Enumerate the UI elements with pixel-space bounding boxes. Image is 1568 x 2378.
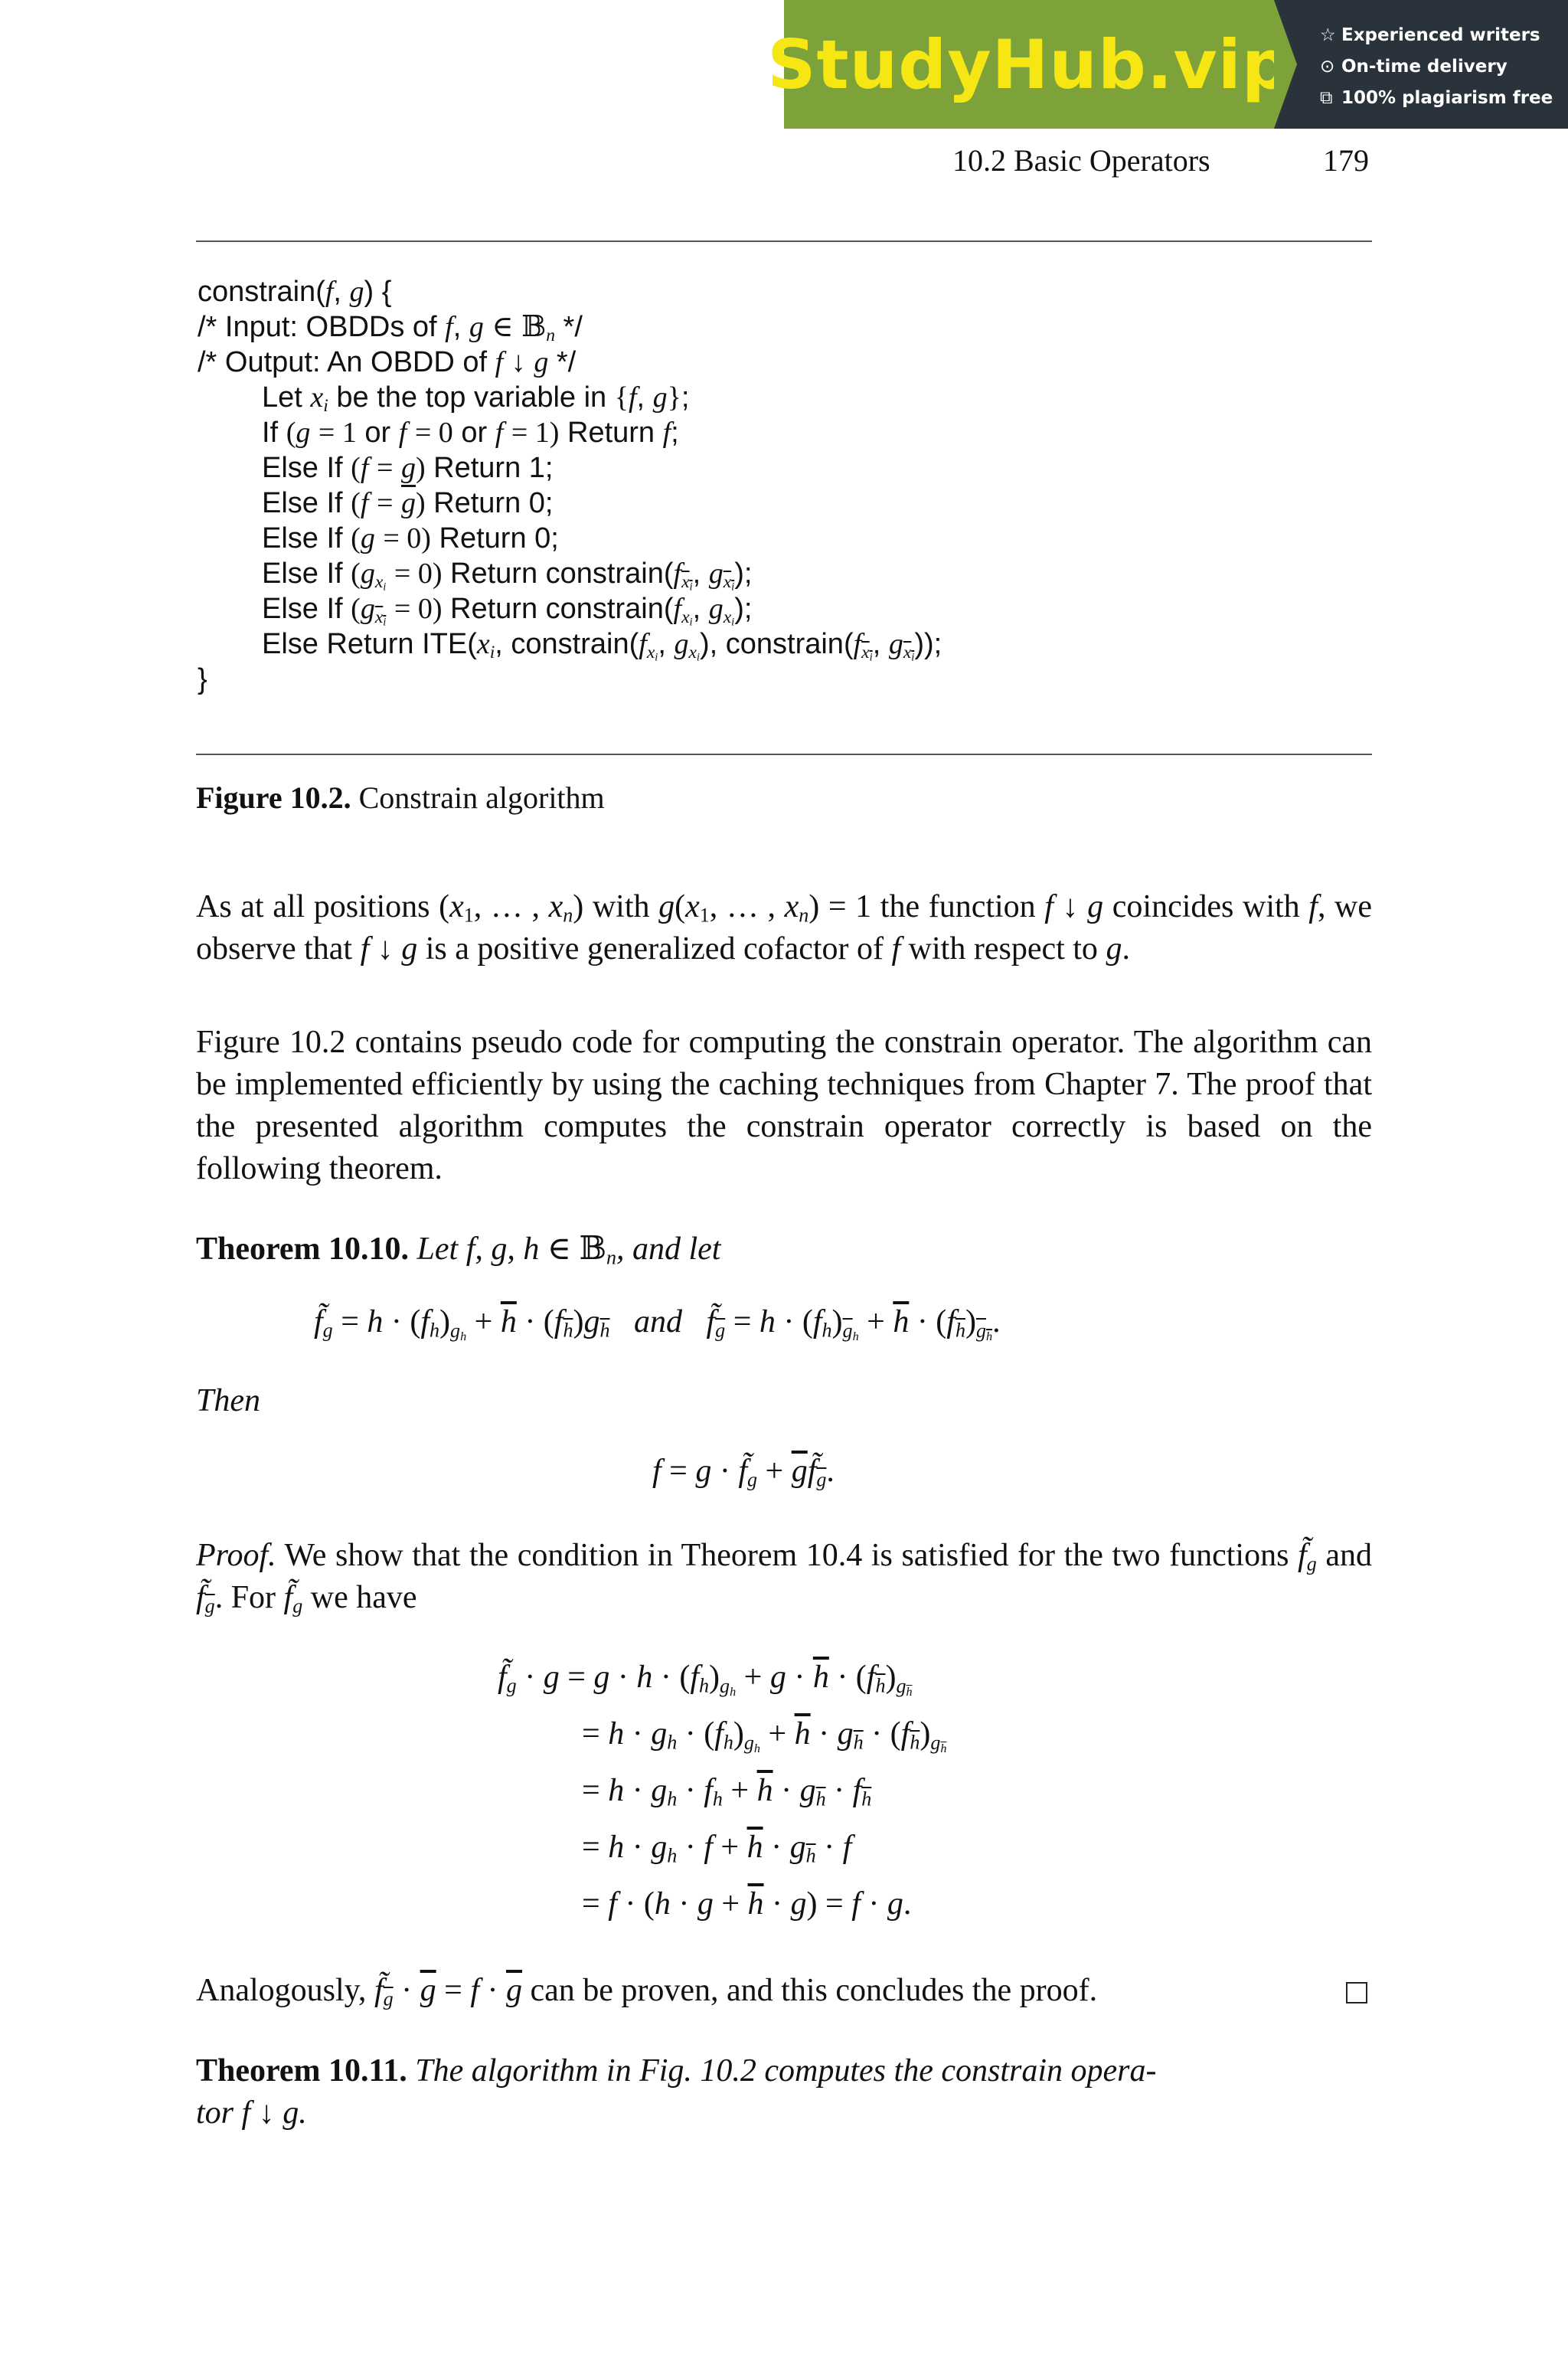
- figure-caption: [196, 780, 605, 816]
- analogously-text: Analogously, $f̃_{\overline{g}} \cdot \overline{g} = f \cdot \overline{g}$ can be proven, and this concludes the proof.: [196, 1973, 1098, 2010]
- theorem-label: Theorem 10.11.: [196, 2053, 407, 2089]
- algo-line: Else If $(g_{x_i} = 0)$ Return $constrain(f_{x_i}$, $g_{x_i}$);: [262, 593, 753, 629]
- paragraph-pseudo-code: Figure 10.2 contains pseudo code for computing the constrain operator. The algorithm can be implemented efficiently by using the caching techniques from Chapter 7. The proof that the presented algorithm computes the constrain operator correctly is based on the following theorem.: [196, 1025, 1372, 1186]
- algo-close: }: [198, 663, 207, 695]
- theorem-label: Theorem 10.10.: [196, 1232, 410, 1267]
- feature-text: On-time delivery: [1341, 57, 1508, 77]
- feature-text: Experienced writers: [1341, 25, 1540, 45]
- feature-text: 100% plagiarism free: [1341, 88, 1553, 108]
- copy-icon: ⧉: [1320, 88, 1333, 108]
- feature-item: [1320, 20, 1568, 51]
- top-rule: [196, 240, 1372, 242]
- algo-line: Else If $(g_{x_i} = 0)$ Return $constrain(f_{x_i}$, $g_{x_i}$);: [262, 558, 753, 594]
- algo-signature: constrain(f, g) {: [198, 276, 392, 308]
- algo-line: Else If $(f = \overline{g})$ Return 0;: [262, 487, 554, 519]
- equation-tilde-f: $f̃_g = h \cdot (f_h)_{g_h} + \overline{h} \cdot (f_{\overline{h}})g_{\overline{h}}$ and $f̃_{\overline{g}} = h \cdot (f_h)_{\overline{g}_h} + \overline{h} \cdot (f_{\overline{h}})_{g_h}$.: [314, 1304, 1001, 1343]
- page-number: 179: [1323, 143, 1369, 178]
- bottom-rule: [196, 754, 1372, 755]
- algo-line: Else If (f = g) Return 1;: [262, 452, 554, 484]
- algo-input-comment: /* Input: OBDDs of f, g ∈ 𝔹$_n$ */: [198, 311, 583, 345]
- figure-label: Figure 10.2.: [196, 780, 351, 815]
- derivation-line: $f̃_g \cdot g = g \cdot h \cdot (f_h)_{g_h} + g \cdot \overline{h} \cdot (f_{\overline{h}})_{g_{\overline{h}}}$: [498, 1660, 913, 1699]
- derivation-line: = $h \cdot g_h \cdot f + \overline{h} \cdot g_{\overline{h}} \cdot f$: [582, 1830, 852, 1867]
- feature-item: [1320, 83, 1568, 114]
- theorem-10-11: [196, 2050, 1372, 2092]
- theorem-text: The algorithm in Fig. 10.2 computes the constrain opera-: [415, 2053, 1157, 2089]
- equation-f-decomposition: $f = g \cdot f̃_g$ + $\overline{g}f̃_{\overline{g}}$.: [652, 1454, 835, 1491]
- star-icon: ☆: [1320, 25, 1336, 45]
- theorem-10-10: Theorem 10.10. Let f, g, h ∈ 𝔹$_n$, and let: [196, 1232, 721, 1269]
- algo-line: Else Return $ITE(x_i$, $constrain(f_{x_i}$, $g_{x_i}$), $constrain(f_{x_i}$, $g_{x_i}$));: [262, 628, 942, 664]
- derivation-line: = $h \cdot g_h \cdot f_h + \overline{h} \cdot g_{\overline{h}} \cdot f_{\overline{h}}$: [582, 1773, 872, 1810]
- derivation-line: = $f \cdot (h \cdot g + \overline{h} \cdot g) = f \cdot g$.: [582, 1886, 912, 1922]
- algo-line: Let $x_i$ be the top variable in {f, g};: [262, 381, 690, 416]
- algo-line: Else If (g = 0) Return 0;: [262, 522, 559, 554]
- running-head: 10.2 Basic Operators: [952, 143, 1210, 178]
- algo-output-comment: /* Output: An OBDD of f ↓ g */: [198, 346, 577, 378]
- clock-icon: ⊙: [1320, 57, 1335, 77]
- figure-title: Constrain algorithm: [358, 780, 605, 815]
- derivation-line: = $h \cdot g_h \cdot (f_h)_{g_h} + \overline{h} \cdot g_{\overline{h}} \cdot (f_{\overline{h}})_{g_{\overline{h}}}$: [582, 1716, 947, 1755]
- proof-label: Proof.: [196, 1538, 276, 1573]
- feature-list: [1274, 0, 1568, 129]
- then-text: Then: [196, 1383, 260, 1418]
- algo-line: If (g = 1 or f = 0 or f = 1) Return f;: [262, 417, 679, 449]
- proof-paragraph: Proof. We show that the condition in Theorem 10.4 is satisfied for the two functions $f̃_g$ and $f̃_{\overline{g}}$. For $f̃_g$ we have: [196, 1538, 1372, 1617]
- brand-logo[interactable]: [767, 0, 1291, 129]
- paragraph-positive-cofactor: As at all positions ($x_1$, … , $x_n$) with $g(x_1$, … , $x_n) = 1$ the function f ↓ g coincides with f, we observe that f ↓ g is a positive generalized cofactor of f with respect to g.: [196, 889, 1373, 967]
- studyhub-banner[interactable]: [767, 0, 1568, 129]
- qed-box-icon: [1346, 1982, 1367, 2003]
- brand-name: StudyHub.vip: [767, 25, 1291, 104]
- theorem-10-11-cont: tor f ↓ g.: [196, 2095, 307, 2131]
- feature-item: [1320, 51, 1568, 83]
